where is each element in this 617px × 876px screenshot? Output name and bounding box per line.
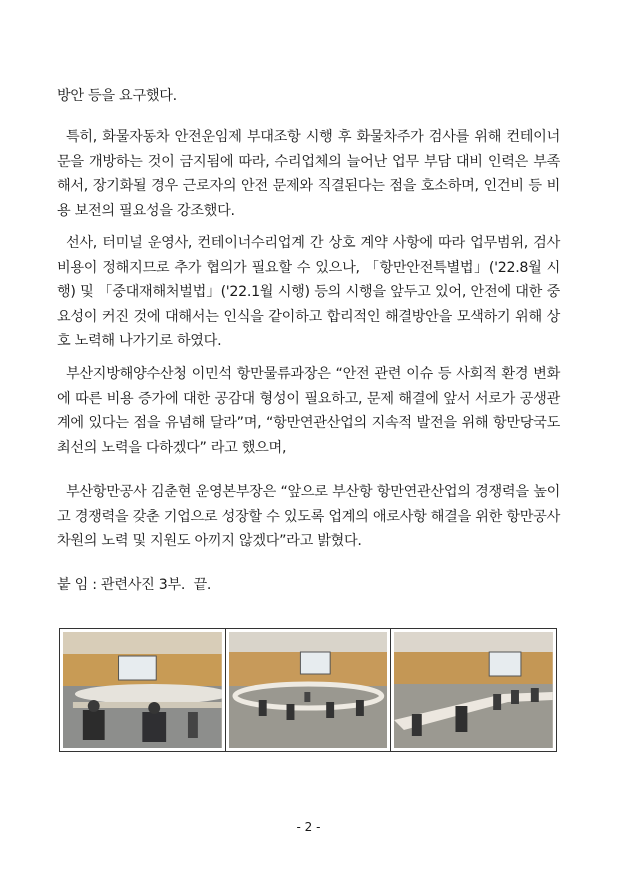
meeting-photo-1: [60, 629, 226, 751]
meeting-photo-2: [226, 629, 392, 751]
meeting-photo-3: [391, 629, 556, 751]
paragraph-port-authority-quote: 부산항만공사 김춘현 운영본부장은 “앞으로 부산항 항만연관산업의 경쟁력을 높이고 경쟁력을 갖춘 기업으로 성장할 수 있도록 업계의 애로사항 해결을 위한 항만공사 차원의 노력 및 지원도 아끼지 않겠다”라고 밝혔다.: [57, 484, 560, 549]
paragraph-cooperation: 선사, 터미널 운영사, 컨테이너수리업계 간 상호 계약 사항에 따라 업무범위, 검사비용이 정해지므로 추가 협의가 필요할 수 있으나, 「항만안전특별법」('22.8월 시행) 및 「중대재해처벌법」('22.1월 시행) 등의 시행을 앞두고 있어, 안전에 대한 중요성이 커진 것에 대해서는 인식을 같이하고 합리적인 해결방안을 모색하기 위해 상호 노력해 나가기로 하였다.: [57, 235, 560, 349]
paragraph-cargo-safety: 특히, 화물자동차 안전운임제 부대조항 시행 후 화물차주가 검사를 위해 컨테이너 문을 개방하는 것이 금지됨에 따라, 수리업체의 늘어난 업무 부담 대비 인력은 부족해서, 장기화될 경우 근로자의 안전 문제와 직결된다는 점을 호소하며, 인건비 등 비용 보전의 필요성을 강조했다.: [57, 129, 560, 219]
photo-table: [59, 628, 557, 752]
paragraph-intro: 방안 등을 요구했다.: [57, 88, 177, 104]
page-number: - 2 -: [296, 820, 321, 834]
attachment-note: 붙 임 : 관련사진 3부. 끝.: [57, 577, 212, 593]
paragraph-maritime-office-quote: 부산지방해양수산청 이민석 항만물류과장은 “안전 관련 이슈 등 사회적 환경 변화에 따른 비용 증가에 대한 공감대 형성이 필요하고, 문제 해결에 앞서 서로가 공생관계에 있다는 점을 유념해 달라”며, “항만연관산업의 지속적 발전을 위해 항만당국도 최선의 노력을 다하겠다” 라고 했으며,: [57, 366, 560, 456]
